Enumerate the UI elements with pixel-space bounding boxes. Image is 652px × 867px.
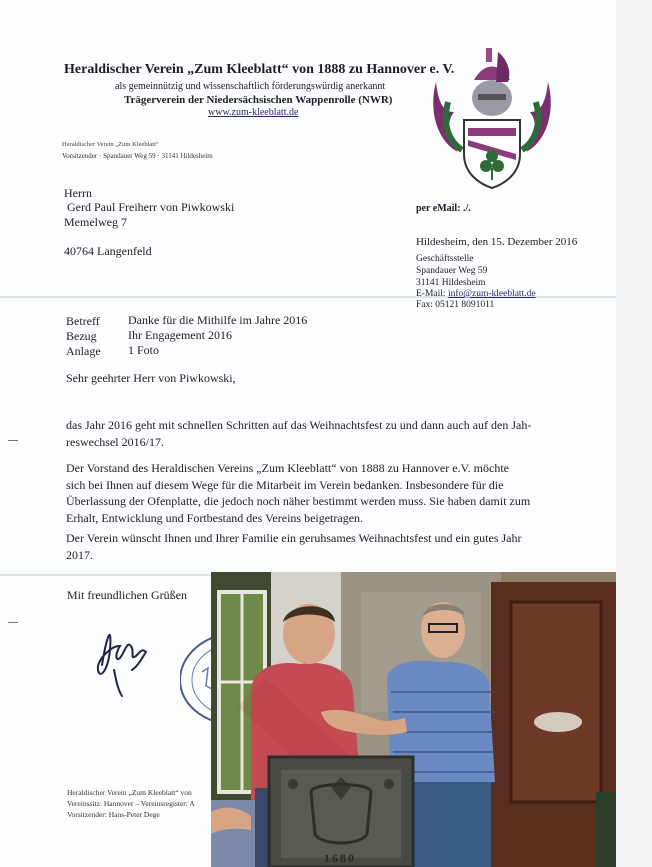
bezug-label: Bezug xyxy=(66,329,97,343)
bezug-value: Ihr Engagement 2016 xyxy=(128,328,232,342)
signature-icon xyxy=(92,610,152,700)
body-paragraph-2 xyxy=(66,460,568,526)
office-email-label: E-Mail: xyxy=(416,289,446,299)
footer-line-2: Vereinssitz: Hannover – Vereinsregister: A xyxy=(67,799,195,808)
sender-line: Heraldischer Verein „Zum Kleeblatt“ xyxy=(62,141,159,148)
photo-handshake-icon xyxy=(211,572,616,867)
body-line: sich bei Ihnen auf diesem Wege für die Mitarbeit im Verein bedanken. Insbesondere für die xyxy=(66,477,504,492)
margin-mark xyxy=(8,622,18,623)
body-line: das Jahr 2016 geht mit schnellen Schritten auf das Weihnachtsfest zu und dann auch auf den Jah- xyxy=(66,418,532,432)
body-line: 2017. xyxy=(66,547,93,562)
body-paragraph-1 xyxy=(66,417,568,450)
closing-phrase: Mit freundlichen Grüßen xyxy=(67,588,187,602)
recipient-name: Gerd Paul Freiherr von Piwkowski xyxy=(67,200,235,214)
office-fax: Fax: 05121 8091011 xyxy=(416,300,495,310)
body-paragraph-3 xyxy=(66,530,568,563)
letterhead-title: Heraldischer Verein „Zum Kleeblatt“ von 1888 zu Hannover e. V. xyxy=(64,62,455,77)
attached-photo xyxy=(211,572,616,867)
greeting: Sehr geehrter Herr von Piwkowski, xyxy=(66,371,236,385)
plate-year: 1680 xyxy=(324,851,356,865)
letter-date: Hildesheim, den 15. Dezember 2016 xyxy=(416,236,578,248)
recipient-salutation: Herrn xyxy=(64,186,92,200)
letterhead-url-link[interactable]: www.zum-kleeblatt.de xyxy=(208,107,299,118)
footer-line-3: Vorsitzender: Hans-Peter Dege xyxy=(67,810,160,819)
margin-mark xyxy=(8,440,18,441)
body-line: Der Verein wünscht Ihnen und Ihrer Familie ein geruhsames Weihnachtsfest und ein gutes Jahr xyxy=(66,531,522,545)
betreff-value: Danke für die Mithilfe im Jahre 2016 xyxy=(128,313,308,327)
office-street: Spandauer Weg 59 xyxy=(416,266,488,276)
letterhead-org: Trägerverein der Niedersächsischen Wappenrolle (NWR) xyxy=(124,94,393,106)
office-city: 31141 Hildesheim xyxy=(416,278,486,288)
page-margin xyxy=(616,0,652,867)
body-line: Der Vorstand des Heraldischen Vereins „Zum Kleeblatt“ von 1888 zu Hannover e.V. möchte xyxy=(66,461,509,475)
footer-line-1: Heraldischer Verein „Zum Kleeblatt“ von xyxy=(67,788,192,797)
anlage-value: 1 Foto xyxy=(128,343,160,357)
letterhead-subtitle: als gemeinnützig und wissenschaftlich förderungswürdig anerkannt xyxy=(115,81,386,92)
office-email xyxy=(416,289,536,299)
body-line: reswechsel 2016/17. xyxy=(66,434,164,449)
body-line: Erhalt, Entwicklung und Fortbestand des Vereins beigetragen. xyxy=(66,510,364,525)
anlage-label: Anlage xyxy=(66,344,101,358)
body-line: Überlassung der Ofenplatte, die jedoch noch näher bestimmt werden muss. Sie haben damit zum xyxy=(66,494,531,508)
office-email-link[interactable]: info@zum-kleeblatt.de xyxy=(447,289,536,299)
coat-of-arms-icon xyxy=(428,42,556,192)
email-note: per eMail: ./. xyxy=(416,203,471,214)
betreff-label: Betreff xyxy=(66,314,100,328)
recipient-street: Memelweg 7 xyxy=(64,215,127,229)
recipient-city: 40764 Langenfeld xyxy=(64,244,152,258)
office-label: Geschäftsstelle xyxy=(416,254,474,264)
sender-address: Vorsitzender · Spandauer Weg 59 · 31141 Hildesheim xyxy=(62,152,213,160)
